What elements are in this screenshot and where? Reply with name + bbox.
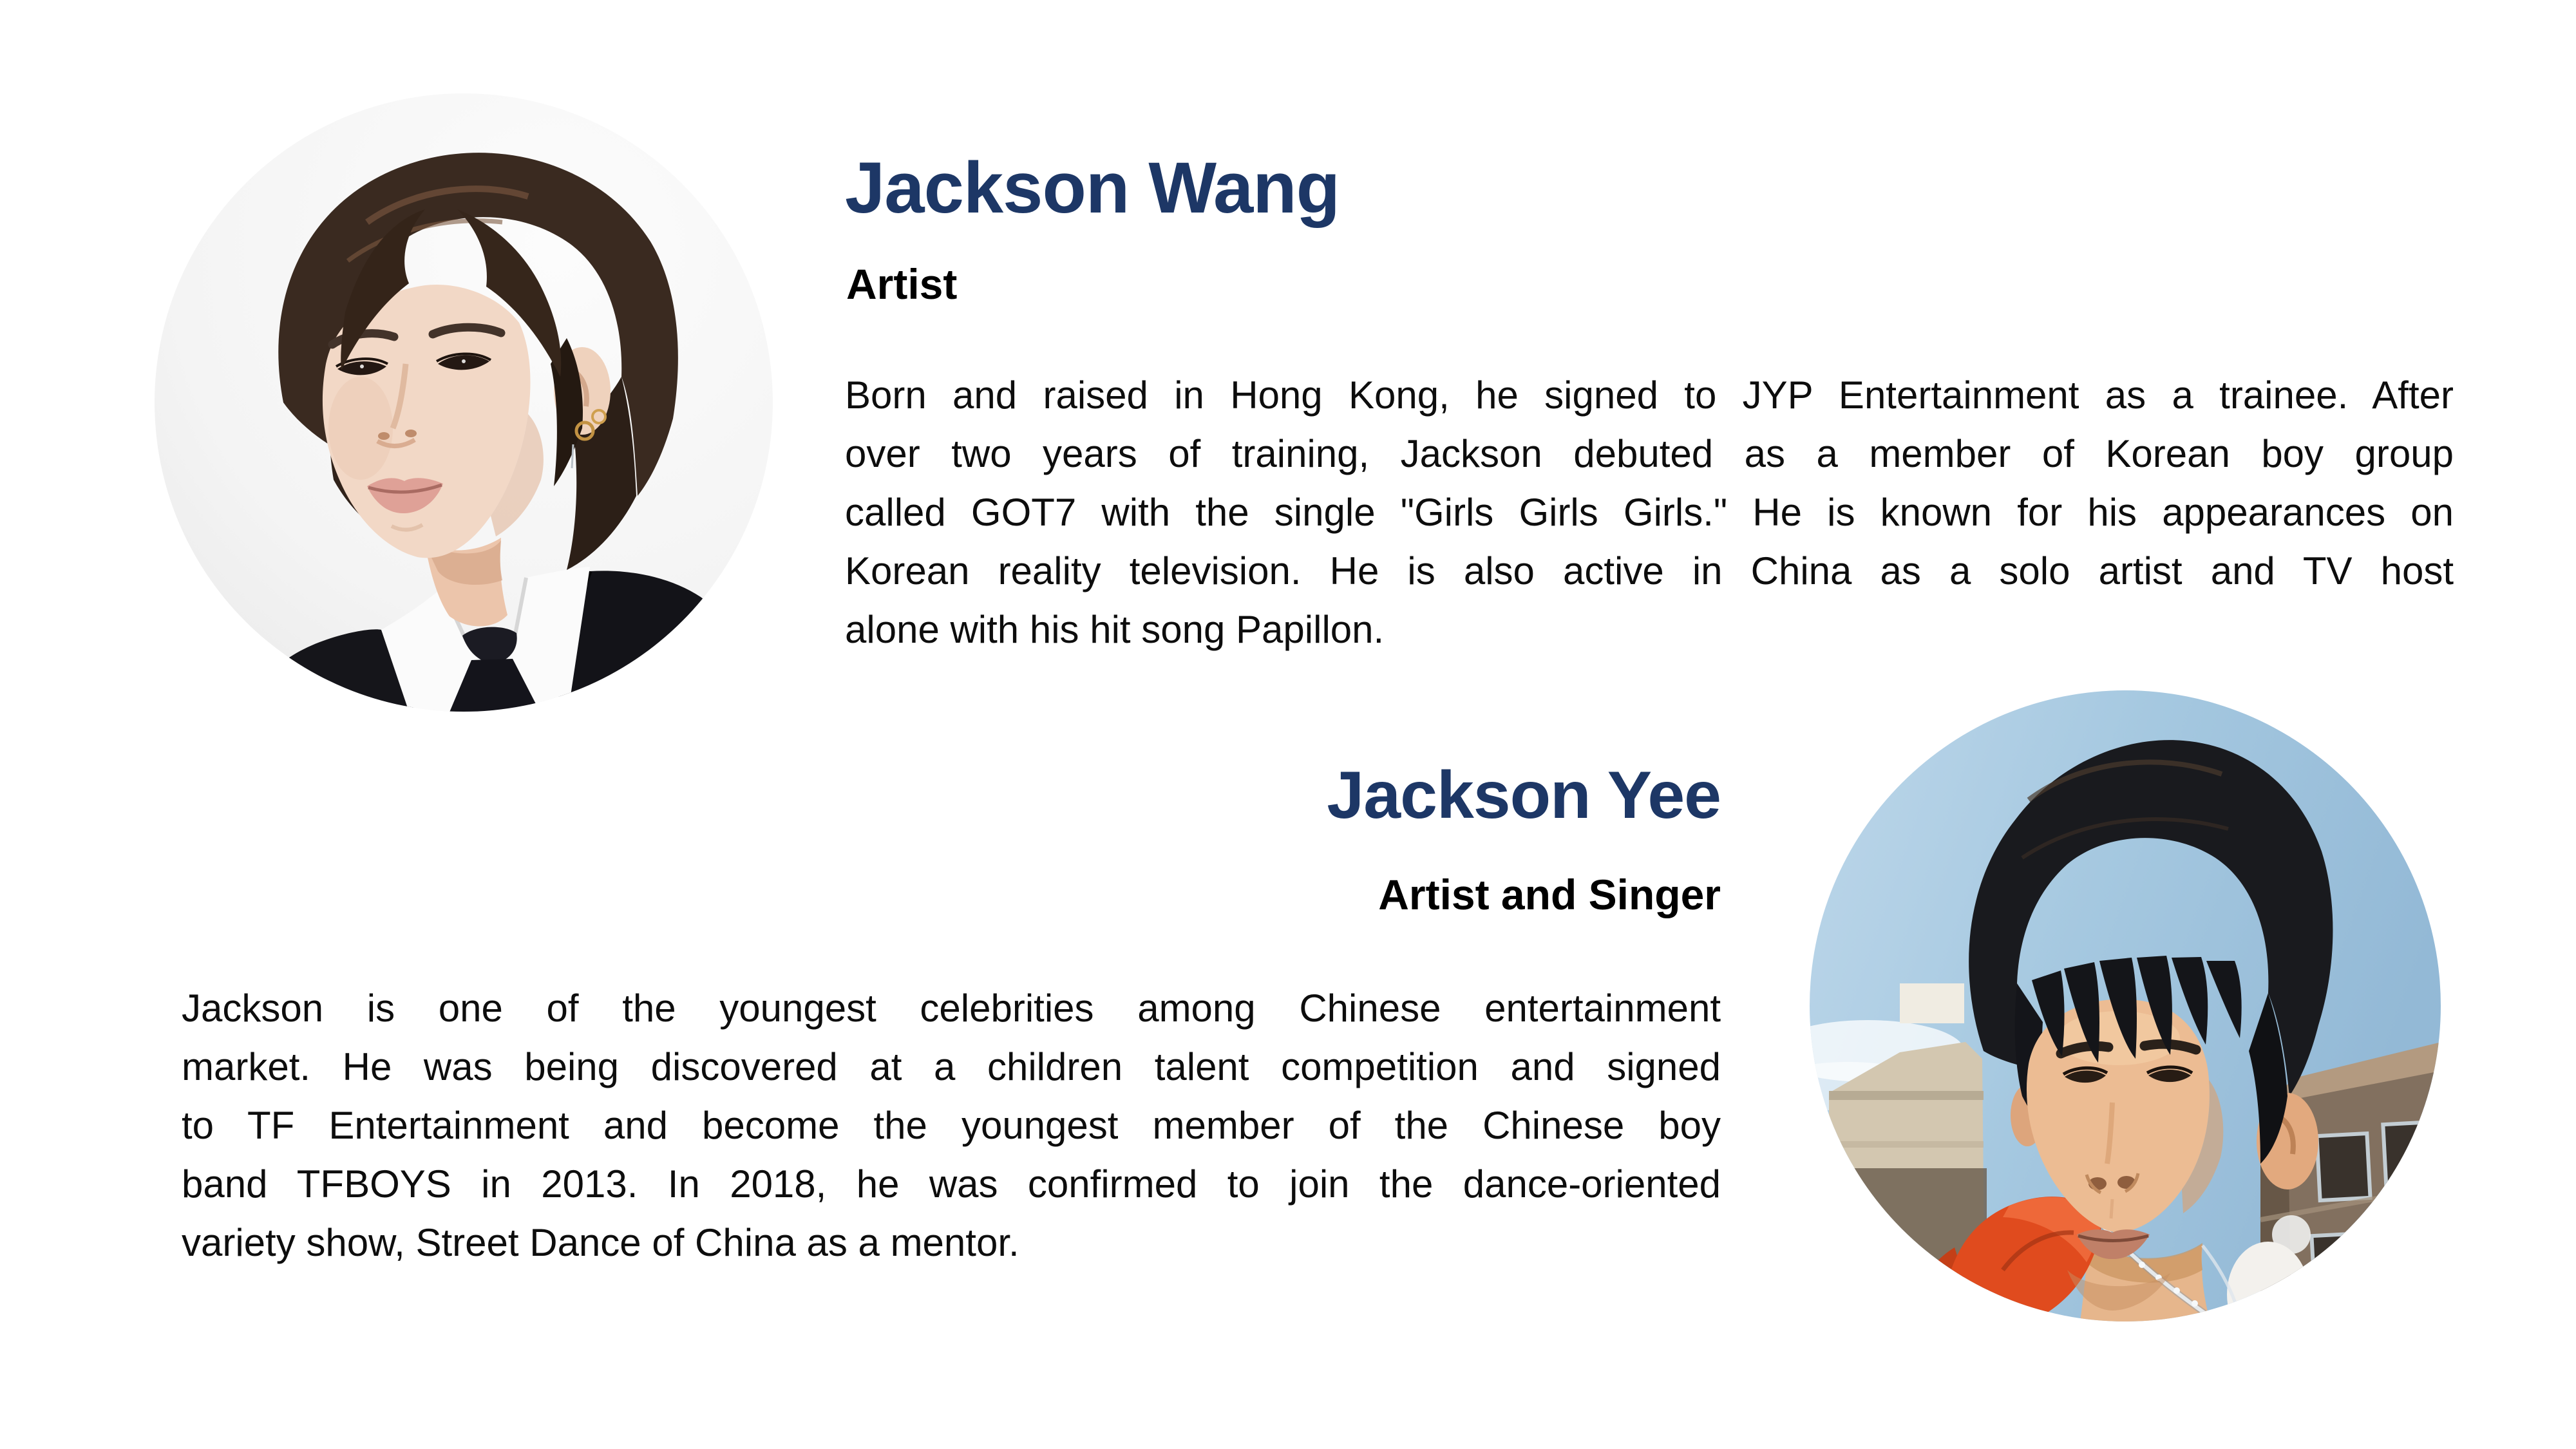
bio-line: to TF Entertainment and become the youngest member of the Chinese boy xyxy=(182,1104,1721,1147)
jackson-yee-photo xyxy=(1810,690,2441,1321)
jackson-wang-bio xyxy=(845,366,2454,659)
bio-line: band TFBOYS in 2013. In 2018, he was confirmed to join the dance-oriented xyxy=(182,1162,1721,1206)
bio-line: Jackson is one of the youngest celebrities among Chinese entertainment xyxy=(182,987,1721,1030)
jackson-wang-photo xyxy=(155,93,773,712)
jackson-yee-bio xyxy=(182,979,1721,1272)
bio-line: Born and raised in Hong Kong, he signed to JYP Entertainment as a trainee. After xyxy=(845,374,2454,417)
jackson-wang-portrait-illustration xyxy=(155,93,773,712)
jackson-wang-name: Jackson Wang xyxy=(845,147,1340,228)
jackson-wang-role: Artist xyxy=(846,260,958,308)
jackson-yee-portrait-illustration xyxy=(1810,690,2441,1321)
bio-line: Korean reality television. He is also active in China as a solo artist and TV host xyxy=(845,549,2454,592)
bio-line: alone with his hit song Papillon. xyxy=(845,608,1385,651)
bio-line: called GOT7 with the single "Girls Girls Girls." He is known for his appearances on xyxy=(845,491,2454,534)
jackson-yee-role: Artist and Singer xyxy=(1378,871,1721,918)
bio-line: market. He was being discovered at a children talent competition and signed xyxy=(182,1045,1721,1088)
bio-line: variety show, Street Dance of China as a mentor. xyxy=(182,1221,1019,1264)
bio-line: over two years of training, Jackson debuted as a member of Korean boy group xyxy=(845,432,2454,475)
jackson-yee-name: Jackson Yee xyxy=(1327,758,1721,833)
